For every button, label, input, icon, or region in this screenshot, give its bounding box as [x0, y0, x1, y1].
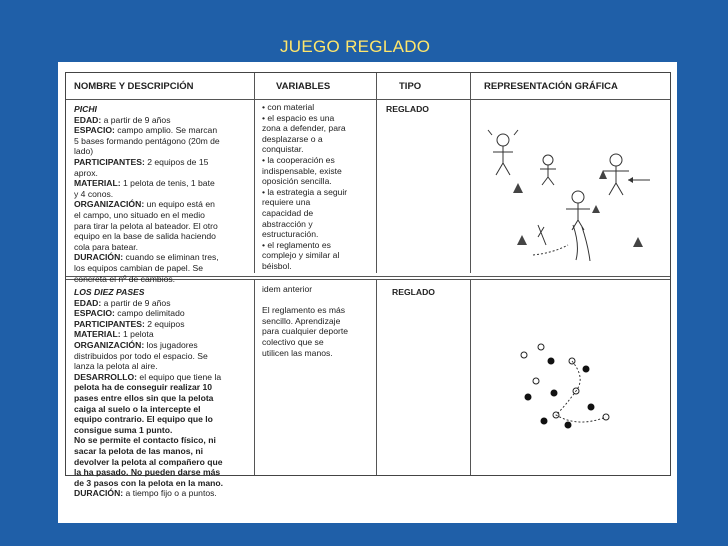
description-line [74, 298, 252, 309]
description-label: pelota ha de conseguir realizar 10 [74, 382, 213, 393]
description-label: MATERIAL: [74, 329, 121, 340]
description-label: ESPACIO: [74, 125, 115, 136]
variable-line: colectivo que se [262, 336, 324, 347]
variable-line: • con material [262, 102, 315, 112]
variable-line: capacidad de [262, 207, 314, 218]
description-label: de 3 pasos con la pelota en la mano. [74, 477, 224, 488]
variable-line: sencillo. Aprendizaje [262, 315, 341, 326]
description-line [74, 361, 252, 372]
description-line [74, 231, 252, 242]
description-line [74, 478, 252, 489]
variable-line: • la estrategia a seguir [262, 186, 348, 197]
description-label: sacar la pelota de las manos, ni [74, 445, 203, 456]
row2-variables [262, 284, 374, 358]
description-label: caiga al suelo o la intercepte el [74, 403, 201, 414]
description-line [74, 221, 252, 232]
col-divider-2b [376, 279, 377, 475]
variable-line: requiere una [262, 197, 311, 208]
description-line [74, 136, 252, 147]
variable-line: utilicen las manos. [262, 347, 333, 358]
description-label: equipo contrario. El equipo que lo [74, 414, 213, 425]
description-text: campo delimitado [114, 308, 185, 319]
description-label: DURACIÓN: [74, 488, 124, 499]
description-line [74, 414, 252, 425]
description-label: DESARROLLO: [74, 371, 138, 382]
description-line [74, 329, 252, 340]
col-divider-1b [254, 279, 255, 475]
col-divider-2 [376, 73, 377, 273]
description-line [74, 274, 252, 285]
description-line [74, 125, 252, 136]
description-label: consigue suma 1 punto. [74, 424, 173, 435]
description-text: lado) [74, 146, 94, 157]
description-label: LOS DIEZ PASES [74, 287, 145, 297]
description-line [74, 435, 252, 446]
description-label: DURACIÓN: [74, 252, 124, 263]
row1-type: REGLADO [386, 104, 429, 114]
description-text: a tiempo fijo o a puntos. [123, 488, 217, 499]
description-text: el campo, uno situado en el medio [74, 209, 205, 220]
description-text: equipo en la base de salida haciendo [74, 231, 216, 242]
description-line [74, 115, 252, 126]
description-line [74, 351, 252, 362]
description-line [74, 404, 252, 415]
diez-pases-drawing [506, 333, 626, 433]
description-text: los equipos cambian de papel. Se [74, 262, 203, 273]
description-line [74, 308, 252, 319]
variable-line: béisbol. [262, 260, 292, 271]
description-line [74, 488, 252, 499]
header-graphic: REPRESENTACIÓN GRÁFICA [484, 80, 618, 92]
description-text: 5 bases formando pentágono (20m de [74, 135, 220, 146]
variable-line: desplazarse o a [262, 133, 323, 144]
description-label: PICHI [74, 104, 97, 114]
row2-type: REGLADO [392, 287, 435, 297]
header-name-description: NOMBRE Y DESCRIPCIÓN [74, 80, 194, 92]
variable-line: estructuración. [262, 229, 319, 240]
variable-line: El reglamento es más [262, 305, 346, 316]
description-label: la ha pasado. No pueden darse más [74, 467, 221, 478]
description-line [74, 393, 252, 404]
description-line [74, 467, 252, 478]
description-label: EDAD: [74, 114, 102, 125]
description-line [74, 157, 252, 168]
description-text: 1 pelota de tenis, 1 bate [120, 178, 215, 189]
description-line [74, 146, 252, 157]
description-text: para tirar la pelota al bateador. El otro [74, 220, 218, 231]
description-line [74, 178, 252, 189]
description-label: pases entre ellos sin que la pelota [74, 392, 214, 403]
description-line [74, 210, 252, 221]
description-text: a partir de 9 años [101, 114, 171, 125]
variable-line: complejo y similar al [262, 250, 340, 261]
game-table [65, 72, 671, 499]
description-line [74, 372, 252, 383]
description-line [74, 189, 252, 200]
description-label: PARTICIPANTES: [74, 156, 145, 167]
description-line [74, 199, 252, 210]
header-type: TIPO [399, 80, 422, 92]
description-label: ORGANIZACIÓN: [74, 339, 145, 350]
description-text: el equipo que tiene la [137, 371, 222, 382]
variable-line: abstracción y [262, 218, 313, 229]
description-line [74, 457, 252, 468]
description-text: cuando se eliminan tres, [123, 252, 219, 263]
variable-line: • la cooperación es [262, 154, 335, 165]
variable-line: idem anterior [262, 284, 313, 294]
header-divider [66, 99, 670, 100]
description-line [74, 340, 252, 351]
variable-line: indispensable, existe [262, 165, 342, 176]
col-divider-3 [470, 73, 471, 273]
description-text: lanza la pelota al aire. [74, 361, 158, 372]
row1-variables [262, 102, 374, 272]
variable-line: conquistar. [262, 144, 304, 155]
description-label: PARTICIPANTES: [74, 318, 145, 329]
description-label: No se permite el contacto físico, ni [74, 435, 216, 446]
description-text: aprox. [74, 167, 98, 178]
description-text: 2 equipos [144, 318, 185, 329]
description-label: ORGANIZACIÓN: [74, 199, 145, 210]
description-line [74, 446, 252, 457]
description-line [74, 382, 252, 393]
description-label: ESPACIO: [74, 308, 115, 319]
col-divider-3b [470, 279, 471, 475]
description-line [74, 168, 252, 179]
variable-line: • el reglamento es [262, 239, 331, 250]
description-text: cola para batear. [74, 241, 139, 252]
description-line [74, 252, 252, 263]
description-line [74, 242, 252, 253]
description-text: un equipo está en [144, 199, 215, 210]
description-line [74, 104, 252, 115]
row1-description [74, 104, 252, 284]
variable-line: oposición sencilla. [262, 176, 332, 187]
col-divider-1 [254, 73, 255, 273]
header-variables: VARIABLES [276, 80, 331, 92]
description-text: y 4 conos. [74, 188, 114, 199]
variable-line: para cualquier deporte [262, 326, 348, 337]
scanned-table-sheet [58, 62, 677, 523]
description-line [74, 287, 252, 298]
description-text: 1 pelota [120, 329, 154, 340]
description-text: concreta el nº de cambios. [74, 273, 176, 284]
description-line [74, 319, 252, 330]
description-text: campo amplio. Se marcan [114, 125, 218, 136]
variable-line: zona a defender, para [262, 123, 346, 134]
description-text: los jugadores [144, 339, 198, 350]
pichi-drawing [478, 105, 666, 270]
variable-line: • el espacio es una [262, 112, 335, 123]
description-label: MATERIAL: [74, 178, 121, 189]
description-label: devolver la pelota al compañero que [74, 456, 223, 467]
description-text: 2 equipos de 15 [144, 156, 209, 167]
description-text: distribuidos por todo el espacio. Se [74, 350, 208, 361]
description-line [74, 263, 252, 274]
row2-description [74, 287, 252, 499]
slide-title: JUEGO REGLADO [280, 37, 431, 56]
description-text: a partir de 9 años [101, 297, 171, 308]
variable-line [262, 295, 374, 306]
description-label: EDAD: [74, 297, 102, 308]
description-line [74, 425, 252, 436]
